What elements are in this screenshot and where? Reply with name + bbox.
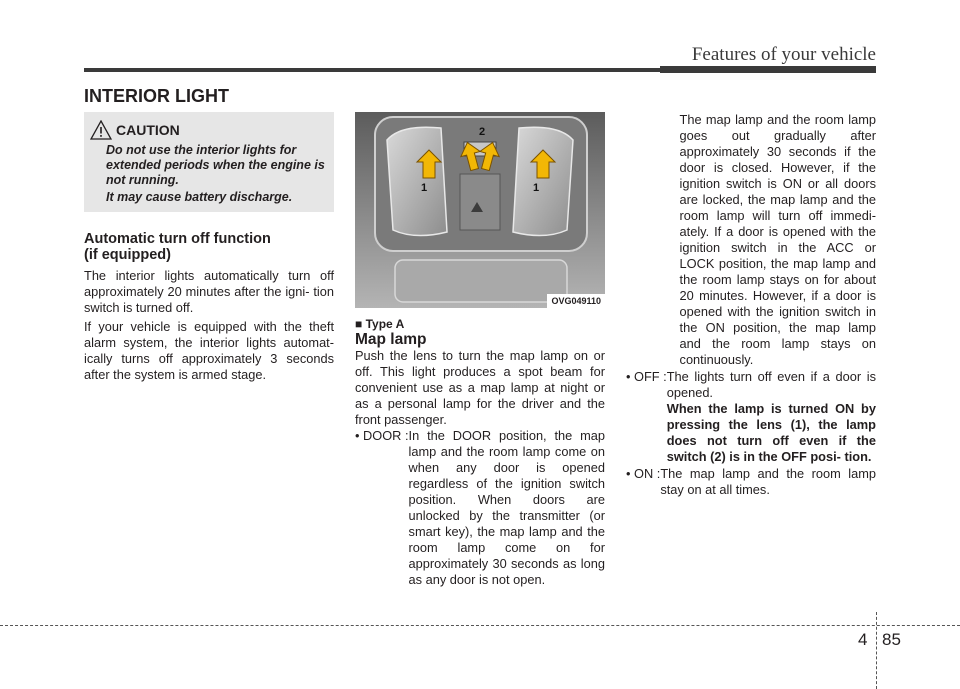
on-text: The map lamp and the room lamp stay on at all times. bbox=[660, 466, 876, 497]
on-item bbox=[626, 466, 876, 498]
caution-line-1: Do not use the interior lights for extended periods when the engine is not running. bbox=[106, 143, 325, 187]
map-lamp-photo bbox=[355, 112, 605, 308]
caution-line-2: It may cause battery discharge. bbox=[106, 190, 293, 204]
callout-2: 2 bbox=[479, 126, 486, 138]
running-header: Features of your vehicle bbox=[691, 44, 876, 65]
door-cont-item bbox=[626, 112, 876, 368]
column-auto-off bbox=[84, 231, 334, 383]
auto-off-heading-2: (if equipped) bbox=[84, 247, 171, 263]
off-body bbox=[667, 369, 876, 465]
map-lamp-illustration bbox=[355, 112, 605, 308]
chapter-number: 4 bbox=[858, 630, 868, 649]
page-number: 85 bbox=[882, 630, 901, 649]
caution-title: CAUTION bbox=[116, 122, 180, 138]
image-code: OVG049110 bbox=[547, 294, 605, 308]
map-lamp-intro: Push the lens to turn the map lamp on or off. This light produces a spot beam for convenient use as a map lamp at night or as a personal lamp for the driver and the front passenger. bbox=[355, 348, 605, 427]
off-text: The lights turn off even if a door is opened. bbox=[666, 369, 876, 400]
door-text: In the DOOR position, the map lamp and the room lamp come on when any door is opened regardless of the ignition switch position. When doors are unlocked by the transmitter (or smart key), the map lamp and the room lamp come on for approximately 30 seconds as long as any door is not open. bbox=[408, 428, 605, 587]
map-lamp-title: Map lamp bbox=[355, 331, 427, 348]
column-continued bbox=[626, 112, 876, 498]
footer-divider bbox=[876, 612, 877, 689]
column-map-lamp bbox=[355, 316, 605, 588]
warning-triangle-icon bbox=[90, 120, 112, 140]
callout-1-left: 1 bbox=[421, 182, 428, 194]
header-rule-accent bbox=[660, 66, 876, 73]
on-key: • ON : bbox=[626, 466, 661, 481]
callout-1-right: 1 bbox=[533, 182, 540, 194]
type-label: ■ Type A bbox=[355, 317, 405, 331]
off-key: • OFF : bbox=[626, 369, 667, 384]
auto-off-paragraph-1: The interior lights automatically turn off approximately 20 minutes after the igni- tion switch is turned off. bbox=[84, 268, 334, 315]
caution-text bbox=[106, 143, 328, 207]
section-title: INTERIOR LIGHT bbox=[84, 86, 229, 106]
door-key: • DOOR : bbox=[355, 428, 409, 443]
off-bold-note: When the lamp is turned ON by pressing the lens (1), the lamp does not turn off even if the switch (2) is in the OFF posi- tion. bbox=[666, 401, 876, 464]
door-item bbox=[355, 428, 605, 588]
off-item bbox=[626, 369, 876, 465]
door-cont-text: The map lamp and the room lamp goes out gradually after approximately 30 seconds if the door is closed. However, if the ignition switch is ON or all doors are locked, the map lamp and the room lamp will turn off immedi- ately. If a door is opened with the ignition switch in the ACC or LOCK position, the map lamp and the room lamp stays on for about 20 minutes. However, if a door is opened with the ignition switch in the ON position, the map lamp and the room lamp stays on continuously. bbox=[679, 112, 876, 367]
caution-box bbox=[84, 112, 334, 212]
auto-off-heading-1: Automatic turn off function bbox=[84, 231, 271, 247]
footer-rule bbox=[0, 625, 960, 626]
auto-off-paragraph-2: If your vehicle is equipped with the theft alarm system, the interior lights automat- ically turns off approximately 3 seconds after the system is armed stage. bbox=[84, 319, 334, 382]
